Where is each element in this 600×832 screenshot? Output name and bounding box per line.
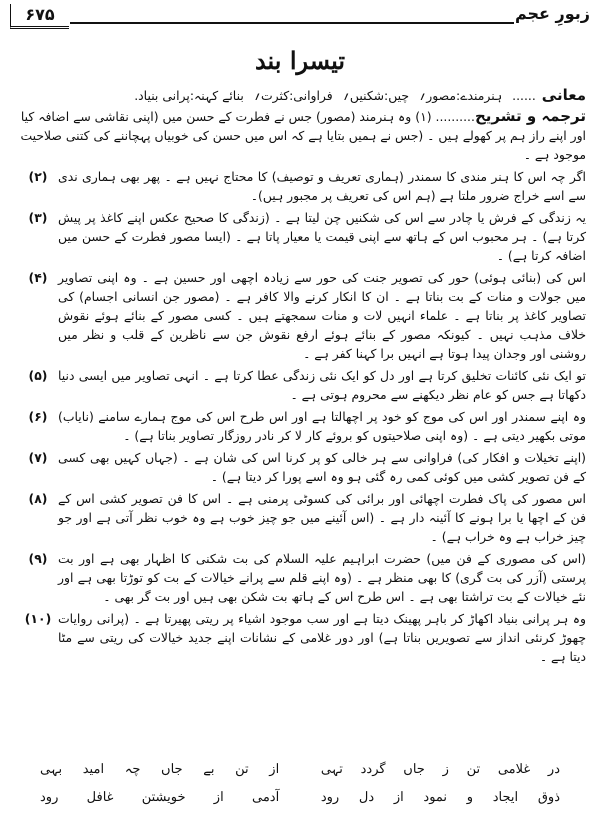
paragraph-number: (۵) xyxy=(28,368,48,383)
paragraph-number: (۱۰) xyxy=(24,611,52,626)
verse-first-hemistich: ذوق ایجاد و نمود از دل رود xyxy=(320,790,560,805)
paragraph-text: اس مصور کی پاک فطرت اچھائی اور برائی کی کسوٹی پرمنی ہے ۔ اس کا فن تصویر کشی اس کے فن کے اچھا یا برا ہونے کا آئینہ دار ہے ۔ (اس آئینے میں جو چیز خوب ہے وہ خوب نظر آتی ہے اور جو چیز خراب ہے وہ خراب ہے) ۔ xyxy=(58,491,586,544)
paragraph xyxy=(18,407,586,445)
paragraph-text: وہ اپنے سمندر اور اس کی موج کو خود پر اچھالتا ہے اور اس طرح اس کی موج ہمارے سامنے (نایاب) موتی بکھیر دیتی ہے ۔ (وہ اپنی صلاحیتوں کو بروئے کار لا کر نادر روزگار تصاویر بناتا ہے) ۔ xyxy=(58,409,586,443)
meaning-item: بنائے کہنہ:پرانی بنیاد. xyxy=(134,88,244,103)
paragraph-number: (۶) xyxy=(28,409,48,424)
paragraph-number: (۷) xyxy=(28,450,48,465)
paragraph-text: (اپنے تخیلات و افکار کی) فراوانی سے ہر خالی کو پر کرنا اس کی شان ہے ۔ (جہاں کہیں بھی کسی کے فن تصویر کشی میں کوئی کمی رہ گئی ہو وہ اسے پورا کر دیتا ہے) ۔ xyxy=(58,450,586,484)
paragraph-number: (۹) xyxy=(28,551,48,566)
paragraph xyxy=(18,366,586,404)
translation-label: ترجمہ و تشریح xyxy=(474,107,586,125)
paragraph xyxy=(18,448,586,486)
verse-second-hemistich: از تن بے جاں چہ امید بہی xyxy=(40,762,280,777)
paragraph xyxy=(18,609,586,666)
paragraph-text: یہ زندگی کے فرش یا چادر سے اس کی شکنیں چن لیتا ہے ۔ (زندگی کا صحیح عکس اپنے کاغذ پر پیش کرتا ہے) ۔ ہر محبوب اس کے ہاتھ سے اپنی قیمت یا معیار پاتا ہے ۔ (ایسا مصور فطرت کے حسن میں اضافہ کرتا ہے) ۔ xyxy=(58,210,586,263)
meanings-line xyxy=(18,86,586,105)
header-rule xyxy=(70,22,514,24)
meaning-item: ہنرمندے:مصور؍ xyxy=(419,88,503,103)
paragraph xyxy=(18,489,586,546)
paragraph-text: وہ ہنرمند (مصور) جس نے فطرت کے حسن میں (اپنی نقاشی سے اضافہ کیا اور اپنے راز ہم پر کھولے ہیں ۔ (جس نے ہمیں بتایا ہے کہ اس میں حسن کی خوبیاں پہچاننے کی کتنی صلاحیت موجود ہے ۔ xyxy=(20,109,586,162)
meaning-item: فراوانی:کثرت؍ xyxy=(253,88,333,103)
paragraph-number: (۳) xyxy=(28,210,48,225)
meanings-dots: ...... xyxy=(512,88,536,103)
paragraph xyxy=(18,167,586,205)
meanings-label: معانی xyxy=(541,86,586,104)
poetry-block xyxy=(40,756,560,812)
page-number: ۶۷۵ xyxy=(10,4,69,29)
paragraph-number: (۴) xyxy=(28,270,48,285)
paragraph-text: اگر چہ اس کا ہنر مندی کا سمندر (ہماری تعریف و توصیف) کا محتاج نہیں ہے ۔ پھر بھی ہماری ندی سے اسے خراج ضرور ملتا ہے (ہم اس کی تعریف پر مجبور ہیں)۔ xyxy=(58,169,586,203)
paragraph xyxy=(18,208,586,265)
verse-first-hemistich: در غلامی تن ز جاں گردد تہی xyxy=(320,762,560,777)
page-body xyxy=(18,86,586,666)
page-header xyxy=(10,4,590,30)
translation-intro xyxy=(18,107,586,164)
paragraph-number: (۱) xyxy=(415,109,432,124)
section-heading: تیسرا بند xyxy=(254,46,346,75)
paragraph-text: تو ایک نئی کائنات تخلیق کرتا ہے اور دل کو ایک نئی زندگی عطا کرتا ہے ۔ انہی تصاویر میں ایسی دنیا دکھاتا ہے جس کو عام نظر دیکھنے سے محروم ہوتی ہے ۔ xyxy=(58,368,586,402)
verse xyxy=(40,784,560,812)
paragraph xyxy=(18,549,586,606)
translation-dots: .......... xyxy=(435,109,475,124)
paragraph-text: اس کی (بنائی ہوئی) حور کی تصویر جنت کی حور سے زیادہ اچھی اور حسین ہے ۔ وہ اپنی تصاویر میں جولات و منات کے بت بناتا ہے ۔ ان کا انکار کرنے والا کافر ہے ۔ (مصور جن انسانی اجسام) کی تصاویر کاغذ پر بناتا ہے ۔ علماء انہیں لات و منات سمجھتے ہیں ۔ کسی مصور کے بنائے ہوئے نقوش خلاف مذہب نہیں ۔ کیونکہ مصور کے بنائے ہوئے ارفع نقوش جن سے ناظرین کے قلب و نظر میں روشنی اور وجدان پیدا ہوتا ہے انہیں برا کہنا کفر ہے ۔ xyxy=(58,270,586,361)
paragraph-text: وہ ہر پرانی بنیاد اکھاڑ کر باہر پھینک دیتا ہے اور سب موجود اشیاء پر ریتی پھیرتا ہے ۔ (پرانی روایات چھوڑ کرنئی انداز سے تصویریں بناتا ہے) اور دور غلامی کے نشانات اپنے جدید خیالات کی ریتی سے مٹا دیتا ہے ۔ xyxy=(58,611,586,664)
verse-second-hemistich: آدمی از خویشتن غافل رود xyxy=(40,790,280,805)
book-title: زبورِ عجم xyxy=(514,4,590,23)
verse xyxy=(40,756,560,784)
paragraph-text: (اس کی مصوری کے فن میں) حضرت ابراہیم علیہ السلام کی بت شکنی کا اظہار بھی ہے اور بت پرستی (آزر کی بت گری) کا بھی منظر ہے ۔ (وہ اپنے قلم سے پرانے خیالات کے بت کو توڑتا بھی ہے اور نئے خیالات کے بت تراشتا بھی ہے ۔ اس طرح اس کے ہاتھ بت شکن بھی ہیں اور بت گر بھی ۔ xyxy=(58,551,586,604)
paragraph xyxy=(18,268,586,363)
paragraph-number: (۲) xyxy=(28,169,48,184)
meaning-item: چیں:شکنیں؍ xyxy=(342,88,410,103)
paragraph-number: (۸) xyxy=(28,491,48,506)
